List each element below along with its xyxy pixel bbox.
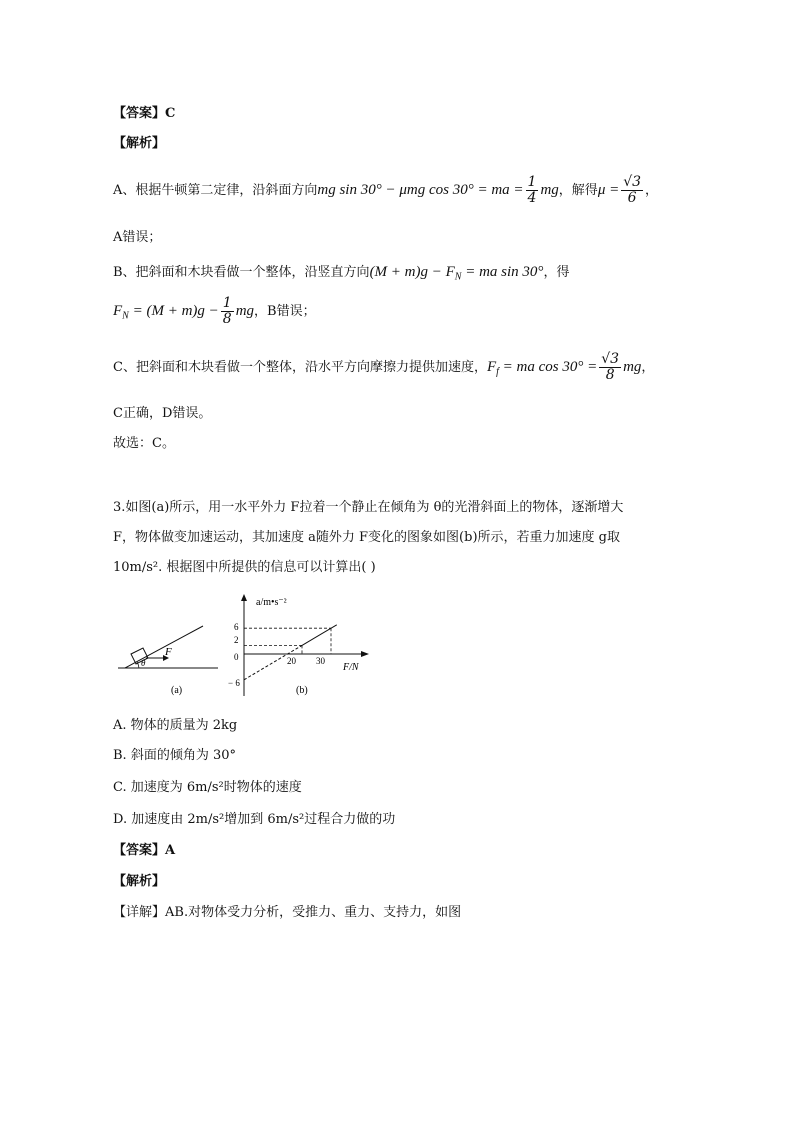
- option-b-suffix: ，得: [543, 265, 570, 280]
- figure-a-force-label: F: [165, 646, 172, 658]
- prev-option-b-result: [113, 296, 316, 332]
- subscript-n: N: [454, 271, 462, 283]
- option-c-equation: = ma cos 30° =: [498, 359, 598, 375]
- prev-analysis-label: 【解析】: [113, 136, 166, 151]
- x-tick-30: 30: [316, 656, 325, 666]
- q3-option-c: C. 加速度为 6m/s²时物体的速度: [113, 780, 302, 795]
- option-c-tail: mg: [623, 359, 642, 375]
- q3-option-a: A. 物体的质量为 2kg: [113, 718, 238, 733]
- option-a-equation: mg sin 30° − μmg cos 30° = ma =: [317, 182, 524, 198]
- prev-choice: 故选：C。: [113, 436, 175, 451]
- fraction-1-4: $\frac{1}{4}$: [527, 174, 537, 206]
- fraction-1-8: $\frac{1}{8}$: [222, 295, 232, 327]
- option-b-equation: (M + m)g − F: [369, 264, 455, 280]
- y-tick-0: 0: [234, 652, 239, 662]
- prev-option-c-conclusion: C正确，D错误。: [113, 406, 212, 421]
- option-b-text: B、把斜面和木块看做一个整体，沿竖直方向: [113, 265, 370, 280]
- option-a-tail: mg: [540, 182, 559, 198]
- y-tick-2: 2: [234, 635, 239, 645]
- q3-stem-line-2: F，物体做变加速运动，其加速度 a随外力 F变化的图象如图(b)所示，若重力加速度 g取: [113, 530, 620, 545]
- force-n-symbol: F: [113, 303, 123, 319]
- figure-b-caption: (b): [296, 685, 308, 696]
- x-axis-label: F/N: [343, 662, 359, 673]
- figure-a-angle-label: θ: [141, 658, 146, 668]
- y-axis-label: a/m•s⁻²: [256, 597, 287, 608]
- q3-stem-line-1: 3.如图(a)所示，用一水平外力 F拉着一个静止在倾角为 θ的光滑斜面上的物体，逐渐增大: [113, 500, 624, 515]
- x-tick-20: 20: [287, 656, 296, 666]
- mu-symbol: μ =: [597, 182, 620, 198]
- fraction-sqrt3-6: $\frac{√3}{6}$: [623, 174, 642, 206]
- force-f-symbol: F: [486, 359, 497, 375]
- prev-option-a: [113, 175, 658, 206]
- prev-option-a-conclusion: A错误；: [113, 230, 162, 245]
- q3-stem-line-3: 10m/s². 根据图中所提供的信息可以计算出( ): [113, 560, 376, 575]
- y-tick-6: 6: [234, 622, 239, 632]
- q3-option-b: B. 斜面的倾角为 30°: [113, 748, 236, 763]
- q3-option-d: D. 加速度由 2m/s²增加到 6m/s²过程合力做的功: [113, 812, 396, 827]
- option-c-text: C、把斜面和木块看做一个整体，沿水平方向摩擦力提供加速度，: [113, 360, 487, 375]
- figure-a-caption: (a): [171, 685, 183, 696]
- prev-option-c: [113, 352, 654, 388]
- fraction-sqrt3-8: $\frac{√3}{8}$: [601, 351, 620, 383]
- q3-analysis-label: 【解析】: [113, 874, 166, 889]
- option-b-result-tail: mg: [235, 303, 255, 319]
- block-shape: [131, 648, 148, 664]
- q3-detail: 【详解】AB.对物体受力分析，受推力、重力、支持力，如图: [113, 905, 462, 920]
- subscript-n: N: [122, 310, 129, 322]
- subscript-f: f: [496, 366, 499, 378]
- prev-answer-label: 【答案】C: [113, 106, 176, 121]
- y-tick-neg6: − 6: [228, 678, 240, 688]
- figure-b-graph: [228, 594, 369, 696]
- option-b-conclusion: ，B错误；: [254, 304, 316, 319]
- option-a-mid: ，解得: [558, 183, 598, 198]
- q3-figure: [113, 592, 383, 702]
- comma: ，: [641, 360, 655, 375]
- option-b-result-equation: = (M + m)g −: [128, 303, 219, 319]
- option-a-text: A、根据牛顿第二定律，沿斜面方向: [113, 183, 318, 198]
- prev-option-b: [113, 262, 569, 288]
- q3-answer-label: 【答案】A: [113, 843, 176, 858]
- figure-a-incline: [118, 626, 218, 696]
- comma: ，: [645, 183, 659, 198]
- option-b-equation-rhs: = ma sin 30°: [461, 264, 544, 280]
